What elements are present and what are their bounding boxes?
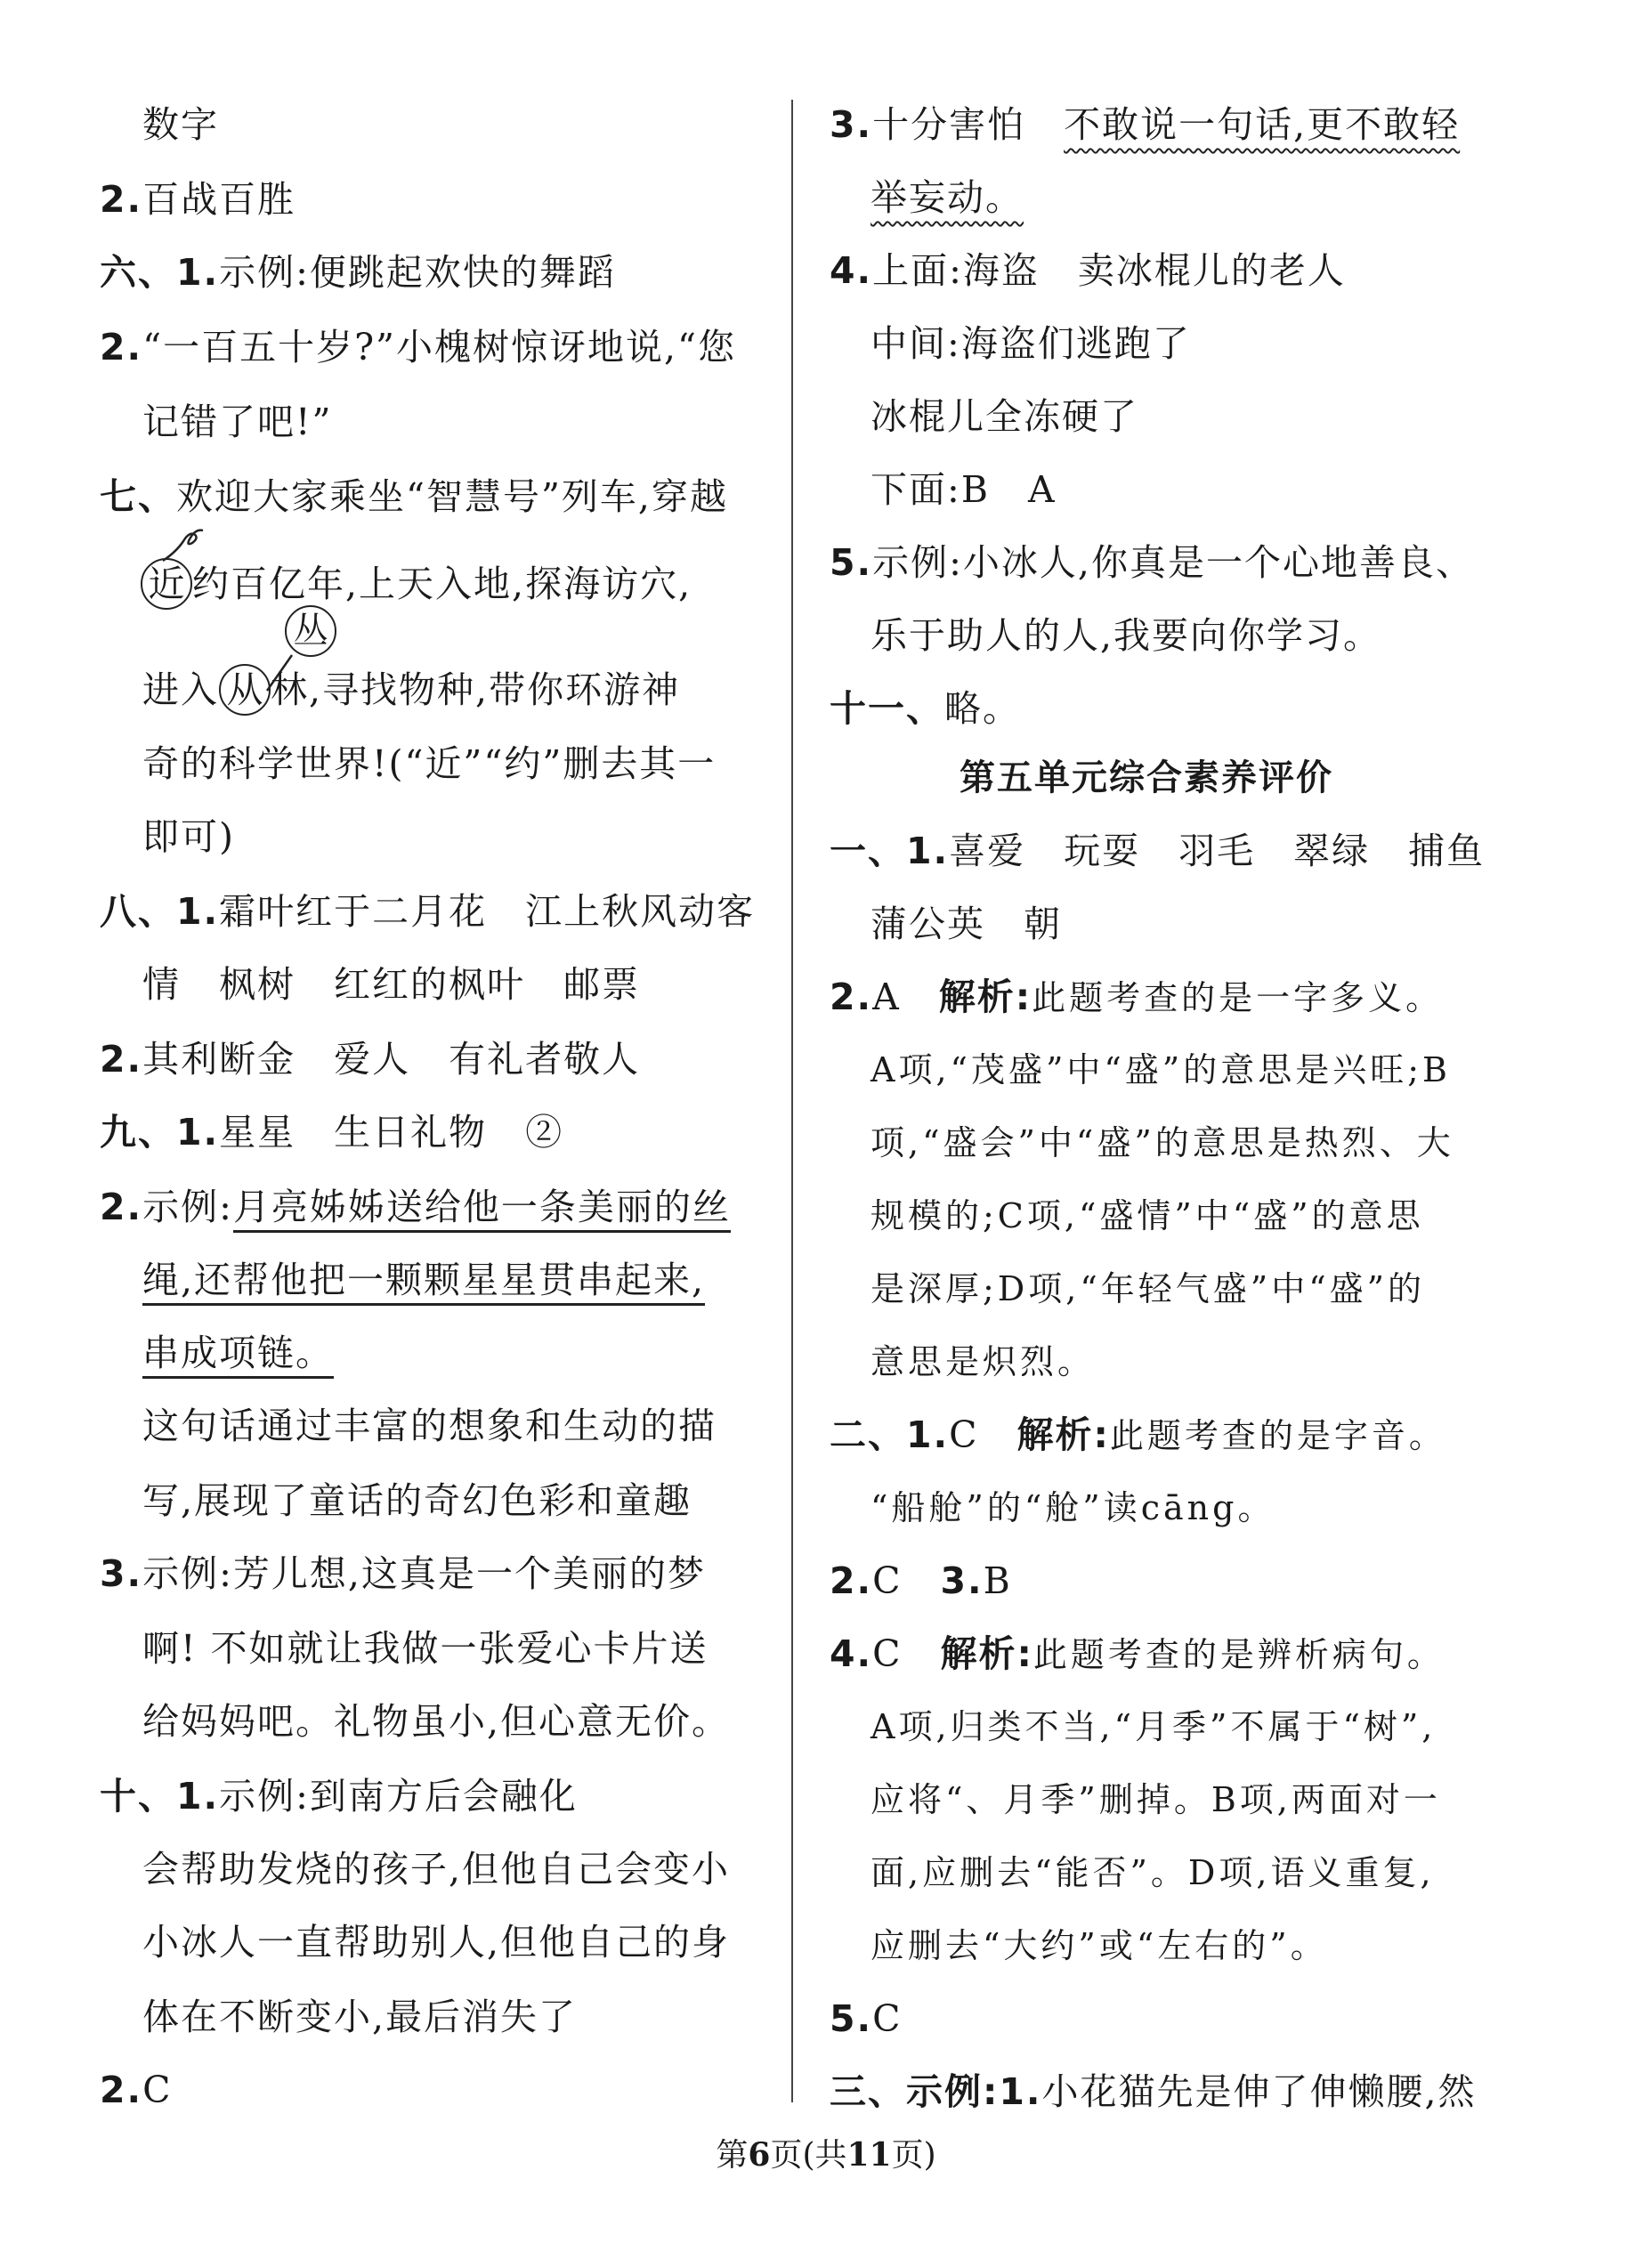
answer-line: 意思是炽烈。 — [871, 1342, 1096, 1381]
answer-line: 乐于助人的人,我要向你学习。 — [871, 614, 1382, 657]
answer-line: 2.示例:月亮姊姊送给他一条美丽的丝 — [100, 1180, 731, 1234]
answer-line: 即可) — [142, 815, 235, 858]
answer-line: 体在不断变小,最后消失了 — [142, 1996, 578, 2038]
answer-line: 3.示例:芳儿想,这真是一个美丽的梦 — [100, 1552, 706, 1595]
answer-line: 啊! 不如就让我做一张爱心卡片送 — [142, 1627, 709, 1670]
answer-line: 项,“盛会”中“盛”的意思是热烈、大 — [871, 1123, 1454, 1162]
answer-line — [142, 1326, 334, 1380]
wavy-underlined-text: 不敢说一句话,更不敢轻 — [1064, 103, 1461, 146]
answer-line: 2.C 3.B — [830, 1559, 1012, 1602]
answer-line — [871, 171, 1024, 224]
answer-line: 九、1.星星 生日礼物 ② — [100, 1111, 564, 1154]
answer-line: A项,归类不当,“月季”不属于“树”, — [871, 1707, 1437, 1746]
answer-line: 2.“一百五十岁?”小槐树惊讶地说,“您 — [100, 326, 737, 368]
answer-line: 这句话通过丰富的想象和生动的描 — [142, 1405, 717, 1447]
circled-char: 从 — [219, 664, 271, 716]
answer-line: 小冰人一直帮助别人,但他自己的身 — [142, 1921, 731, 1964]
answer-line: 2.A 解析:此题考查的是一字多义。 — [830, 976, 1444, 1018]
page-number: 6 — [748, 2136, 771, 2174]
answer-line: 十、1.示例:到南方后会融化 — [100, 1775, 578, 1818]
answer-line: 八、1.霜叶红于二月花 江上秋风动客 — [100, 890, 756, 933]
circled-char: 近 — [141, 558, 192, 610]
wavy-underlined-text: 举妄动。 — [871, 176, 1024, 219]
answer-line: 近 约百亿年,上天入地,探海访穴, — [141, 557, 692, 611]
answer-line: 面,应删去“能否”。D项,语义重复, — [871, 1853, 1435, 1892]
answer-line: A项,“茂盛”中“盛”的意思是兴旺;B — [871, 1050, 1451, 1089]
answer-line: 4.C 解析:此题考查的是辨析病句。 — [830, 1632, 1445, 1675]
answer-line: “船舱”的“舱”读cāng。 — [871, 1488, 1275, 1527]
answer-line: 是深厚;D项,“年轻气盛”中“盛”的 — [871, 1269, 1426, 1308]
answer-line: 进入 从 林,寻找物种,带你环游神 — [142, 663, 680, 717]
section-title: 第五单元综合素养评价 — [960, 757, 1333, 798]
answer-line: 应删去“大约”或“左右的”。 — [871, 1926, 1328, 1965]
answer-line: 奇的科学世界!(“近”“约”删去其一 — [142, 742, 717, 785]
answer-line: 情 枫树 红红的枫叶 邮票 — [142, 963, 640, 1006]
answer-line: 下面:B A — [871, 468, 1057, 511]
inserted-char: 丛 — [285, 605, 336, 657]
answer-line: 一、1.喜爱 玩耍 羽毛 翠绿 捕鱼 — [830, 830, 1486, 872]
answer-line: 二、1.C 解析:此题考查的是字音。 — [830, 1413, 1446, 1456]
answer-line: 七、欢迎大家乘坐“智慧号”列车,穿越 — [100, 475, 728, 518]
answer-line: 应将“、月季”删掉。B项,两面对一 — [871, 1780, 1441, 1819]
underlined-text: 串成项链。 — [142, 1332, 334, 1379]
answer-line: 冰棍儿全冻硬了 — [871, 395, 1138, 438]
answer-line: 蒲公英 朝 — [871, 903, 1062, 945]
answer-line: 写,展现了童话的奇幻色彩和童趣 — [142, 1479, 692, 1522]
answer-line: 5.示例:小冰人,你真是一个心地善良、 — [830, 541, 1474, 584]
answer-line: 数字 — [142, 103, 219, 146]
answer-line: 十一、略。 — [830, 687, 1021, 730]
column-divider — [791, 100, 793, 2102]
answer-line — [142, 1253, 705, 1307]
answer-line: 会帮助发烧的孩子,但他自己会变小 — [142, 1848, 731, 1891]
underlined-text: 月亮姊姊送给他一条美丽的丝 — [233, 1186, 731, 1233]
answer-line: 给妈妈吧。礼物虽小,但心意无价。 — [142, 1700, 731, 1743]
answer-line: 5.C — [830, 1997, 903, 2040]
answer-line: 记错了吧!” — [142, 401, 333, 443]
answer-line: 2.其利断金 爱人 有礼者敬人 — [100, 1038, 641, 1081]
answer-line: 三、示例:1.小花猫先是伸了伸懒腰,然 — [830, 2070, 1477, 2113]
answer-line: 中间:海盗们逃跑了 — [871, 322, 1191, 365]
answer-line: 规模的;C项,“盛情”中“盛”的意思 — [871, 1196, 1424, 1235]
answer-line: 2.百战百胜 — [100, 178, 296, 221]
answer-line: 4.上面:海盗 卖冰棍儿的老人 — [830, 249, 1346, 292]
answer-line: 2.C — [100, 2069, 173, 2111]
answer-line: 六、1.示例:便跳起欢快的舞蹈 — [100, 251, 616, 294]
page-total: 11 — [846, 2136, 892, 2174]
page-footer: 第6页(共11页) — [716, 2136, 936, 2174]
underlined-text: 绳,还帮他把一颗颗星星贯串起来, — [142, 1259, 705, 1306]
answer-line: 3.十分害怕 不敢说一句话,更不敢轻 — [830, 103, 1461, 146]
